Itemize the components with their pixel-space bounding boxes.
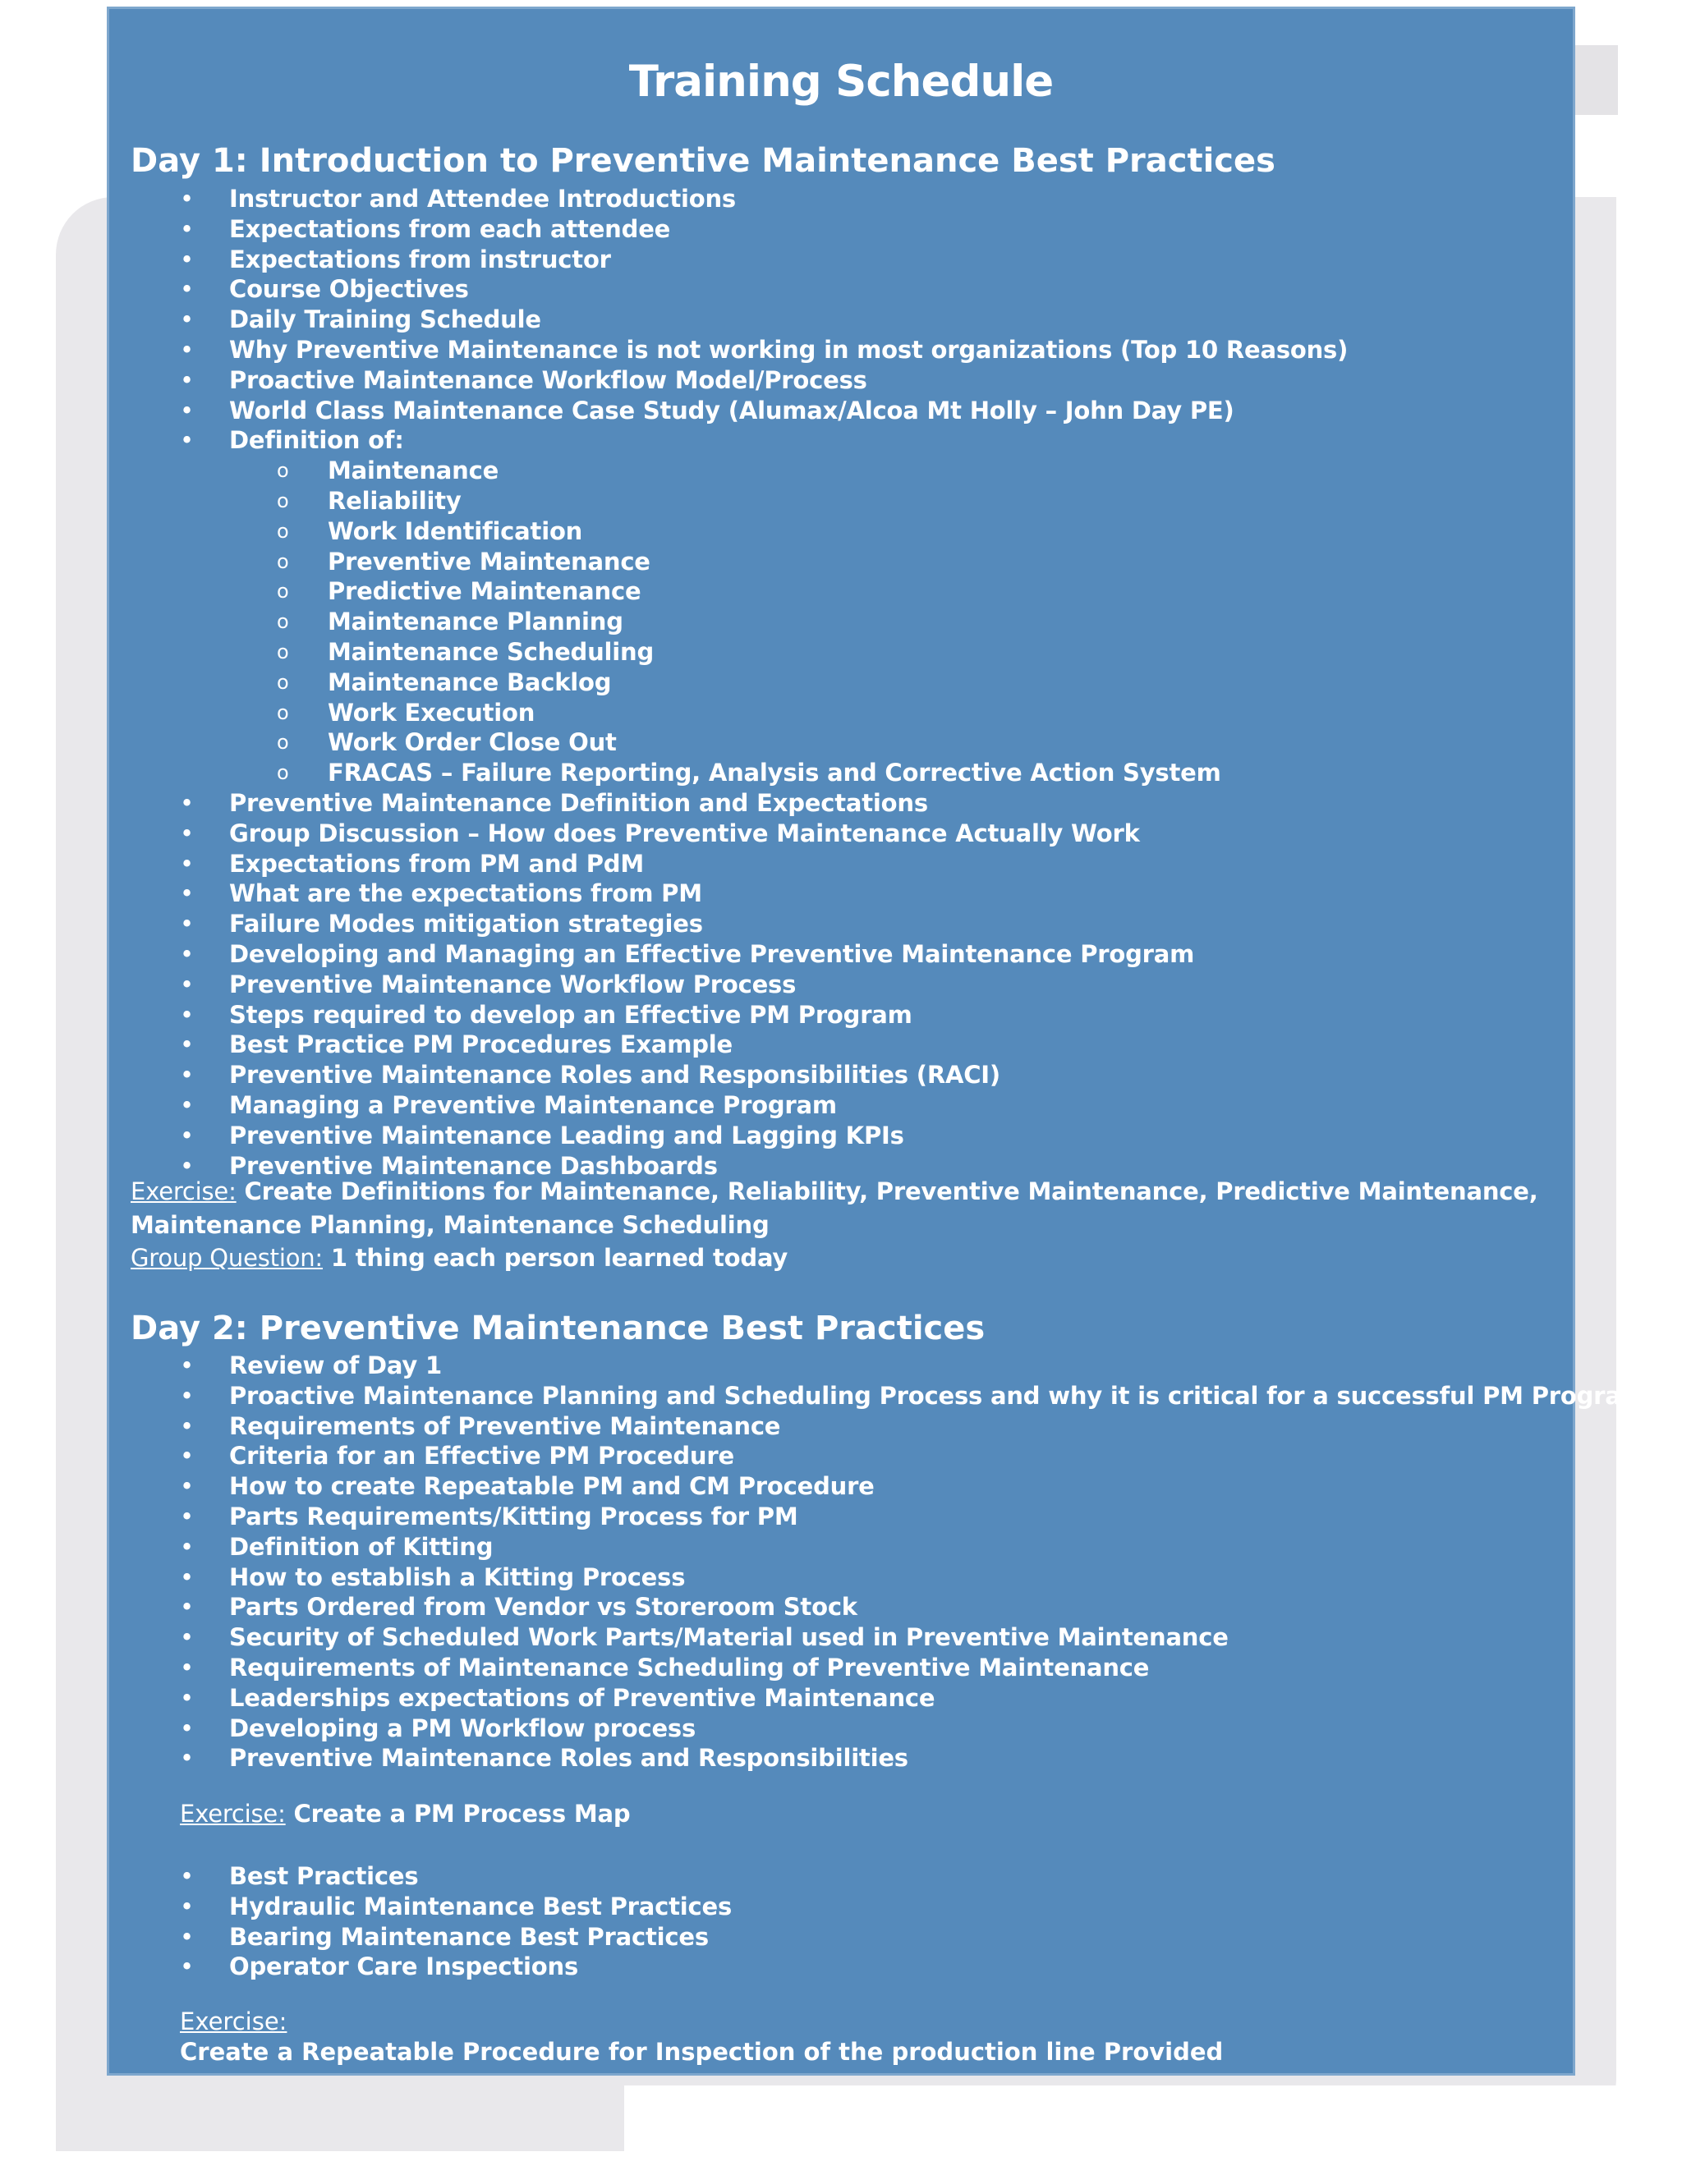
list-item: • Hydraulic Maintenance Best Practices xyxy=(109,1892,732,1922)
day1-exercise xyxy=(131,1177,1538,1205)
day2-exercise-1 xyxy=(180,1800,630,1828)
list-item: • Managing a Preventive Maintenance Program xyxy=(109,1090,1348,1121)
day1-group-question xyxy=(131,1244,788,1272)
list-item: • Failure Modes mitigation strategies xyxy=(109,909,1348,939)
schedule-panel xyxy=(107,7,1646,2076)
sub-list-item: o Preventive Maintenance xyxy=(109,547,1348,577)
list-item: • How to establish a Kitting Process xyxy=(109,1562,1646,1593)
list-item: • Course Objectives xyxy=(109,274,1348,305)
list-item: • Group Discussion – How does Preventive Maintenance Actually Work xyxy=(109,819,1348,849)
sub-list-item: o Predictive Maintenance xyxy=(109,576,1348,607)
list-item: • How to create Repeatable PM and CM Procedure xyxy=(109,1471,1646,1502)
exercise-label: Exercise: xyxy=(180,1800,286,1828)
sub-list-item: o Work Order Close Out xyxy=(109,727,1348,758)
sub-list-item: o Maintenance Backlog xyxy=(109,668,1348,698)
list-item: • Parts Ordered from Vendor vs Storeroom Stock xyxy=(109,1592,1646,1622)
list-item: • Expectations from each attendee xyxy=(109,214,1348,245)
list-item: • Instructor and Attendee Introductions xyxy=(109,184,1348,214)
list-item: • Developing and Managing an Effective Preventive Maintenance Program xyxy=(109,939,1348,970)
list-item: • Requirements of Preventive Maintenance xyxy=(109,1411,1646,1442)
list-item: • Preventive Maintenance Dashboards xyxy=(109,1151,1348,1181)
exercise-text: Create a Repeatable Procedure for Inspection of the production line Provided xyxy=(180,2038,1224,2066)
sub-list-item: o Maintenance Scheduling xyxy=(109,637,1348,668)
list-item: • Security of Scheduled Work Parts/Material used in Preventive Maintenance xyxy=(109,1622,1646,1653)
list-item: • Preventive Maintenance Workflow Process xyxy=(109,970,1348,1000)
list-item: • Parts Requirements/Kitting Process for PM xyxy=(109,1502,1646,1532)
list-item: • Why Preventive Maintenance is not working in most organizations (Top 10 Reasons) xyxy=(109,335,1348,365)
exercise-text: Create Definitions for Maintenance, Reliability, Preventive Maintenance, Predictive Maintenance, xyxy=(236,1177,1538,1205)
exercise-text: Create a PM Process Map xyxy=(285,1800,631,1828)
list-item: • Expectations from PM and PdM xyxy=(109,849,1348,879)
sub-list-item: o Work Identification xyxy=(109,516,1348,547)
day1-heading: Day 1: Introduction to Preventive Maintenance Best Practices xyxy=(131,142,1275,180)
list-item: • Steps required to develop an Effective PM Program xyxy=(109,1000,1348,1030)
list-item: • Best Practice PM Procedures Example xyxy=(109,1030,1348,1060)
sub-list-item: o Reliability xyxy=(109,486,1348,516)
list-item: • Definition of Kitting xyxy=(109,1532,1646,1562)
list-item: • Developing a PM Workflow process xyxy=(109,1714,1646,1744)
list-item: • Requirements of Maintenance Scheduling of Preventive Maintenance xyxy=(109,1653,1646,1683)
day2-best-practices-list xyxy=(109,1861,732,1982)
day1-exercise-cont: Maintenance Planning, Maintenance Scheduling xyxy=(131,1211,770,1239)
list-item: • Leaderships expectations of Preventive Maintenance xyxy=(109,1683,1646,1714)
list-item: • Best Practices xyxy=(109,1861,732,1892)
list-item: • Review of Day 1 xyxy=(109,1351,1646,1381)
list-item: • World Class Maintenance Case Study (Alumax/Alcoa Mt Holly – John Day PE) xyxy=(109,396,1348,426)
exercise-label: Exercise: xyxy=(180,2007,287,2035)
list-item: • What are the expectations from PM xyxy=(109,879,1348,909)
list-item: • Operator Care Inspections xyxy=(109,1952,732,1982)
sub-list-item: o FRACAS – Failure Reporting, Analysis and Corrective Action System xyxy=(109,758,1348,788)
list-item: • Bearing Maintenance Best Practices xyxy=(109,1922,732,1952)
list-item: • Preventive Maintenance Roles and Responsibilities xyxy=(109,1743,1646,1773)
sub-list-item: o Maintenance xyxy=(109,456,1348,486)
list-item: • Proactive Maintenance Workflow Model/Process xyxy=(109,365,1348,396)
day2-heading: Day 2: Preventive Maintenance Best Practices xyxy=(131,1310,986,1347)
list-item: • Proactive Maintenance Planning and Scheduling Process and why it is critical for a successful PM Program xyxy=(109,1381,1646,1411)
list-item: • Preventive Maintenance Definition and Expectations xyxy=(109,788,1348,819)
page-title: Training Schedule xyxy=(628,57,1054,107)
list-item: • Definition of: xyxy=(109,425,1348,456)
group-question-text: 1 thing each person learned today xyxy=(323,1244,788,1272)
day1-topic-list xyxy=(109,184,1348,1181)
exercise-label: Exercise: xyxy=(131,1177,237,1205)
list-item: • Expectations from instructor xyxy=(109,245,1348,275)
day2-exercise-2 xyxy=(180,2007,1224,2066)
day2-topic-list xyxy=(109,1351,1646,1773)
list-item: • Daily Training Schedule xyxy=(109,305,1348,335)
list-item: • Preventive Maintenance Roles and Responsibilities (RACI) xyxy=(109,1060,1348,1090)
sub-list-item: o Work Execution xyxy=(109,698,1348,728)
group-question-label: Group Question: xyxy=(131,1244,323,1272)
list-item: • Preventive Maintenance Leading and Lagging KPIs xyxy=(109,1121,1348,1151)
page-shadow-cutout xyxy=(624,2085,1626,2184)
list-item: • Criteria for an Effective PM Procedure xyxy=(109,1441,1646,1471)
sub-list-item: o Maintenance Planning xyxy=(109,607,1348,637)
